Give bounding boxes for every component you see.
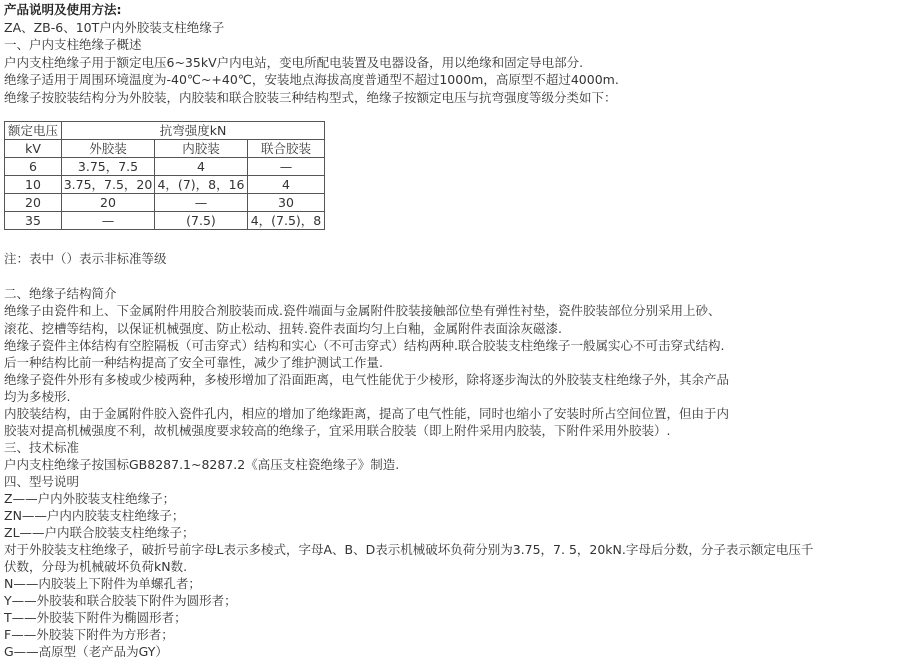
cell-kv: 20 [5,194,62,212]
cell-combined: 4，(7.5)，8 [248,212,325,230]
section-3-line-1: 户内支柱绝缘子按国标GB8287.1~8287.2《高压支柱瓷绝缘子》制造. [4,457,400,472]
section-4-line-5: 伏数，分母为机械破坏负荷kN数. [4,559,188,574]
cell-combined: 4 [248,176,325,194]
section-2-line-3: 绝缘子瓷件主体结构有空腔隔板（可击穿式）结构和实心（不可击穿式）结构两种.联合胶装支柱绝缘子一般属实心不可击穿式结构. [4,338,725,353]
section-1-paragraph-1: 户内支柱绝缘子用于额定电压6~35kV户内电站，变电所配电装置及电器设备，用以绝缘和固定导电部分. [4,55,584,70]
section-3-title: 三、技术标准 [4,440,80,455]
model-code-zl: ZL——户内联合胶装支柱绝缘子； [4,525,195,540]
section-2-line-5: 绝缘子瓷件外形有多棱或少棱两种，多棱形增加了沿面距离，电气性能优于少棱形，除将逐步淘汰的外胶装支柱绝缘子外，其余产品 [4,372,730,387]
section-2-line-7: 内胶装结构，由于金属附件胶入瓷件孔内，相应的增加了绝缘距离，提高了电气性能，同时也缩小了安装时所占空间位置，但由于内 [4,406,730,421]
cell-combined: 30 [248,194,325,212]
model-code-z: Z——户内外胶装支柱绝缘子； [4,491,176,506]
section-1-paragraph-3: 绝缘子按胶装结构分为外胶装，内胶装和联合胶装三种结构型式，绝缘子按额定电压与抗弯强度等级分类如下： [4,90,617,105]
header-voltage-2: kV [5,140,62,158]
cell-outer: 3.75，7.5 [62,158,155,176]
rating-table [4,121,325,230]
model-code-g: G——高原型（老产品为GY） [4,644,168,659]
doc-heading: 产品说明及使用方法: [4,2,122,17]
header-voltage-1: 额定电压 [5,122,62,140]
header-combined: 联合胶装 [248,140,325,158]
section-2-line-4: 后一种结构比前一种结构提高了安全可靠性，减少了维护测试工作量. [4,355,383,370]
section-2-line-2: 滚花、挖槽等结构，以保证机械强度、防止松动、扭转.瓷件表面均匀上白釉，金属附件表面涂灰磁漆. [4,321,562,336]
table-header-row [5,122,325,140]
section-2-line-1: 绝缘子由瓷件和上、下金属附件用胶合剂胶装而成.瓷件端面与金属附件胶装接触部位垫有弹性衬垫，瓷件胶装部位分别采用上砂、 [4,303,721,318]
cell-outer: 20 [62,194,155,212]
header-strength: 抗弯强度kN [62,122,325,140]
cell-inner: 4，(7)，8，16 [155,176,248,194]
section-1-title: 一、户内支柱绝缘子概述 [4,37,142,52]
table-row [5,158,325,176]
cell-outer: — [62,212,155,230]
section-2-line-8: 胶装对提高机械强度不利，故机械强度要求较高的绝缘子，宜采用联合胶装（即上附件采用内胶装，下附件采用外胶装）. [4,423,671,438]
cell-inner: (7.5) [155,212,248,230]
header-inner: 内胶装 [155,140,248,158]
model-code-zn: ZN——户内内胶装支柱绝缘子； [4,508,185,523]
section-4-line-4: 对于外胶装支柱绝缘子，破折号前字母L表示多棱式，字母A、B、D表示机械破坏负荷分别为3.75，7. 5，20kN.字母后分数，分子表示额定电压千 [4,542,814,557]
table-note: 注：表中（）表示非标准等级 [4,251,167,266]
cell-combined: — [248,158,325,176]
table-row [5,194,325,212]
table-row [5,212,325,230]
cell-kv: 10 [5,176,62,194]
cell-outer: 3.75，7.5，20 [62,176,155,194]
cell-inner: 4 [155,158,248,176]
table-row [5,176,325,194]
model-code-t: T——外胶装下附件为椭圆形者； [4,610,187,625]
section-1-paragraph-2: 绝缘子适用于周围环境温度为-40℃~+40℃，安装地点海拔高度普通型不超过1000m，高原型不超过4000m. [4,72,619,87]
model-code-f: F——外胶装下附件为方形者； [4,627,174,642]
header-outer: 外胶装 [62,140,155,158]
section-2-line-6: 均为多棱形. [4,389,71,404]
section-2-title: 二、绝缘子结构简介 [4,286,117,301]
table-subheader-row [5,140,325,158]
cell-inner: — [155,194,248,212]
model-line: ZA、ZB-6、10T户内外胶装支柱绝缘子 [4,20,225,35]
cell-kv: 35 [5,212,62,230]
cell-kv: 6 [5,158,62,176]
model-code-n: N——内胶装上下附件为单螺孔者； [4,576,201,591]
section-4-title: 四、型号说明 [4,474,80,489]
model-code-y: Y——外胶装和联合胶装下附件为圆形者； [4,593,237,608]
